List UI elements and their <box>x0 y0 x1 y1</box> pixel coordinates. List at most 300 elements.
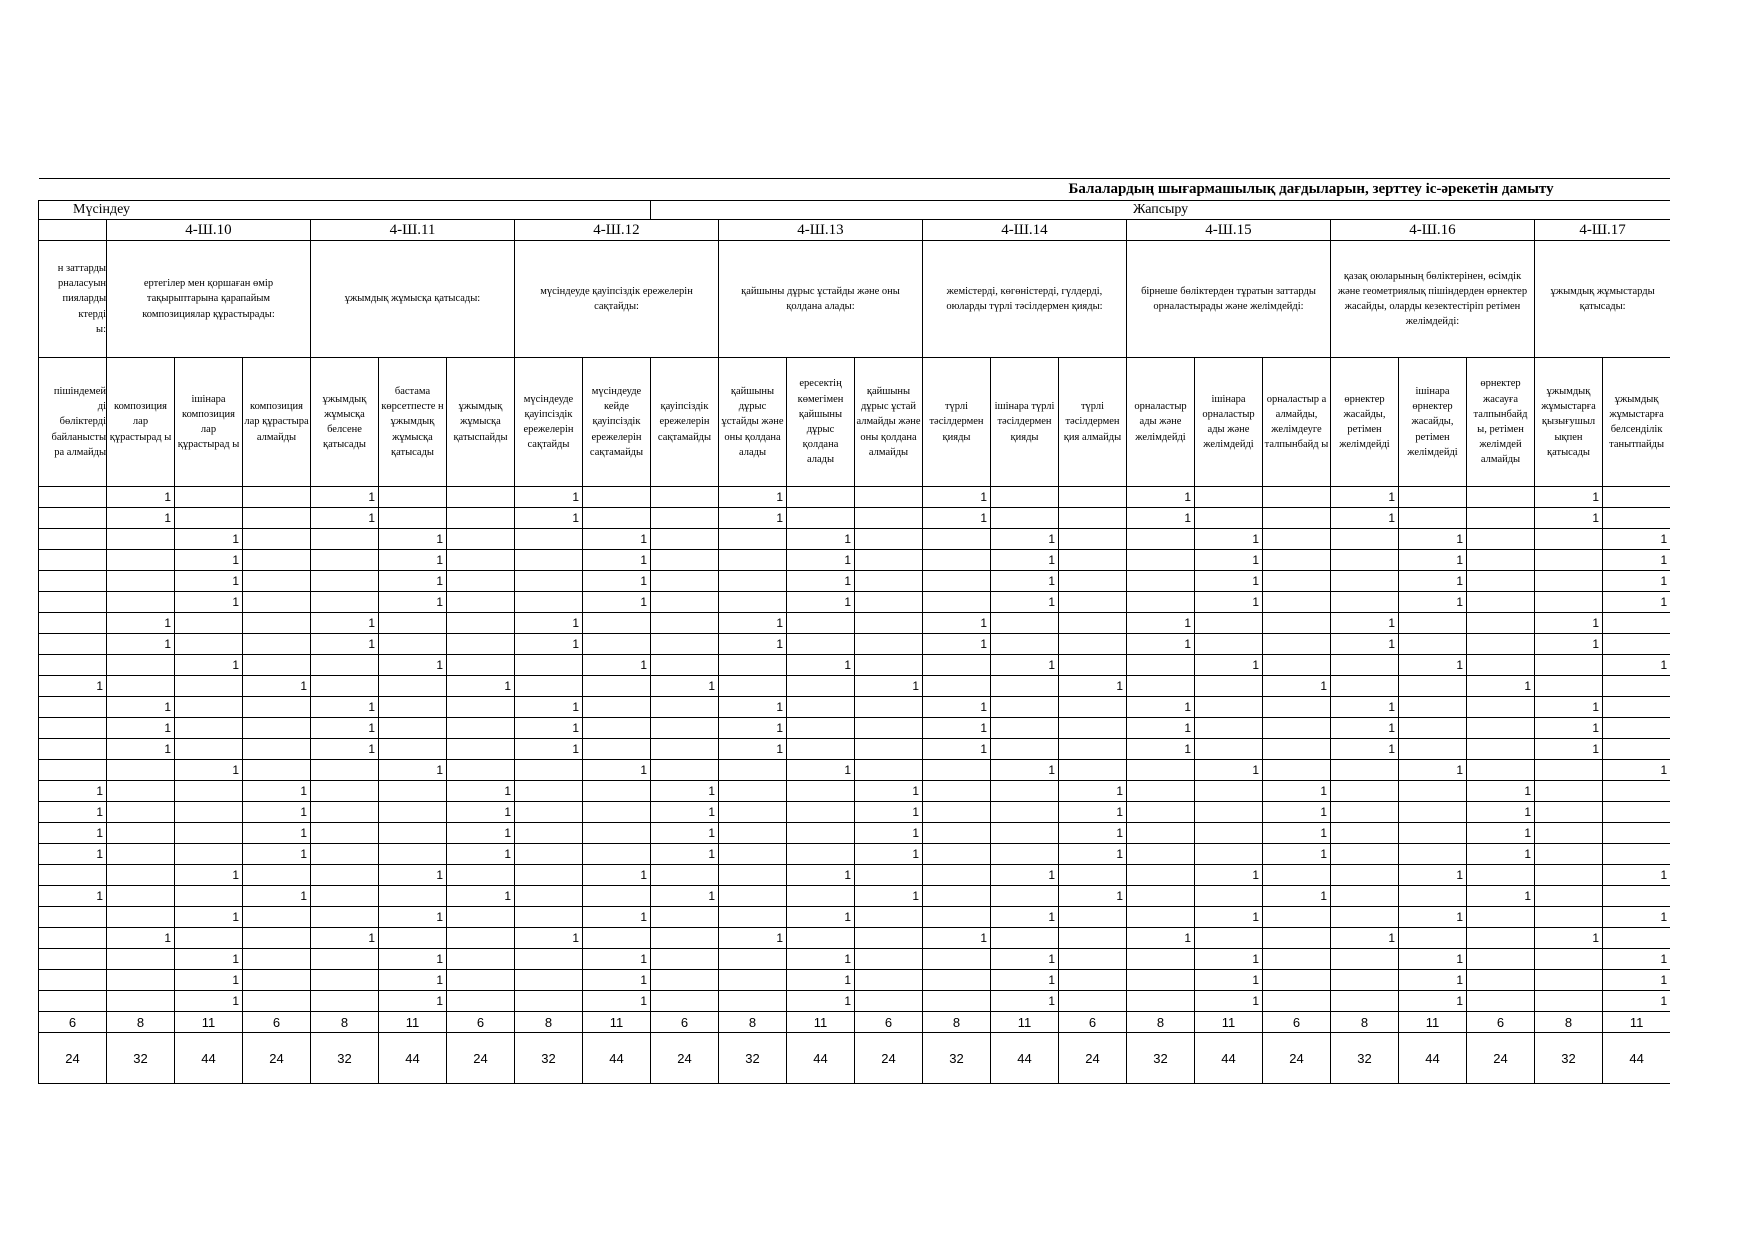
data-cell <box>1059 592 1127 613</box>
data-cell <box>855 949 923 970</box>
data-cell <box>1467 508 1535 529</box>
data-cell <box>855 613 923 634</box>
data-cell: 1 <box>107 613 175 634</box>
data-cell <box>1059 613 1127 634</box>
table-row <box>39 697 1671 718</box>
percent-cell: 32 <box>1535 1033 1603 1084</box>
data-cell: 1 <box>39 886 107 907</box>
data-cell <box>1059 865 1127 886</box>
data-cell <box>107 844 175 865</box>
data-cell: 1 <box>1467 802 1535 823</box>
data-cell <box>651 655 719 676</box>
percent-cell: 32 <box>1331 1033 1399 1084</box>
data-cell <box>447 571 515 592</box>
data-cell <box>311 970 379 991</box>
data-cell: 1 <box>243 802 311 823</box>
data-cell <box>651 613 719 634</box>
code-row <box>39 220 1671 241</box>
data-cell <box>855 508 923 529</box>
data-cell <box>1127 970 1195 991</box>
data-cell: 1 <box>583 907 651 928</box>
data-cell <box>107 550 175 571</box>
percent-cell: 24 <box>243 1033 311 1084</box>
data-cell <box>1127 655 1195 676</box>
data-cell <box>39 739 107 760</box>
data-cell <box>39 718 107 739</box>
data-cell: 1 <box>1467 823 1535 844</box>
data-cell <box>1603 844 1671 865</box>
data-cell: 1 <box>787 907 855 928</box>
data-cell <box>651 487 719 508</box>
table-row <box>39 844 1671 865</box>
data-cell: 1 <box>1263 676 1331 697</box>
table-row <box>39 718 1671 739</box>
data-cell <box>1535 970 1603 991</box>
table-row <box>39 613 1671 634</box>
data-cell <box>651 592 719 613</box>
percent-cell: 24 <box>651 1033 719 1084</box>
data-cell <box>1467 634 1535 655</box>
subheader-cell: мүсіндеуде кейде қауіпсіздік ережелерін сақтамайды <box>583 358 651 487</box>
data-cell <box>583 823 651 844</box>
data-cell <box>243 760 311 781</box>
data-cell <box>107 823 175 844</box>
data-cell <box>1467 592 1535 613</box>
data-cell <box>515 550 583 571</box>
data-cell <box>243 613 311 634</box>
data-cell <box>1331 991 1399 1012</box>
data-cell <box>1195 928 1263 949</box>
data-cell <box>1399 844 1467 865</box>
data-cell: 1 <box>651 886 719 907</box>
total-cell: 6 <box>447 1012 515 1033</box>
data-cell: 1 <box>1603 949 1671 970</box>
data-cell <box>107 781 175 802</box>
data-cell <box>923 655 991 676</box>
data-cell: 1 <box>991 907 1059 928</box>
data-cell: 1 <box>787 550 855 571</box>
data-cell <box>583 928 651 949</box>
total-cell: 6 <box>651 1012 719 1033</box>
data-cell <box>1059 970 1127 991</box>
percent-cell: 44 <box>1195 1033 1263 1084</box>
table-row <box>39 907 1671 928</box>
data-cell <box>1195 508 1263 529</box>
data-cell <box>1467 529 1535 550</box>
total-cell: 8 <box>1535 1012 1603 1033</box>
data-cell <box>855 571 923 592</box>
data-cell <box>1059 991 1127 1012</box>
code-cell: 4-Ш.14 <box>923 220 1127 241</box>
data-cell <box>1263 487 1331 508</box>
data-cell: 1 <box>583 571 651 592</box>
data-cell <box>107 907 175 928</box>
data-cell <box>1535 550 1603 571</box>
data-cell <box>1535 907 1603 928</box>
data-cell <box>1467 739 1535 760</box>
data-cell <box>1467 865 1535 886</box>
data-cell <box>175 739 243 760</box>
code-cell: 4-Ш.16 <box>1331 220 1535 241</box>
data-cell <box>923 802 991 823</box>
data-cell: 1 <box>651 823 719 844</box>
data-cell: 1 <box>39 844 107 865</box>
total-cell: 6 <box>1263 1012 1331 1033</box>
data-cell <box>379 508 447 529</box>
subheader-cell: ұжымдық жұмысқа қатыспайды <box>447 358 515 487</box>
data-cell <box>1059 718 1127 739</box>
data-cell: 1 <box>1467 781 1535 802</box>
data-cell <box>787 823 855 844</box>
data-cell <box>515 571 583 592</box>
subheader-cell: түрлі тәсілдермен қияды <box>923 358 991 487</box>
data-cell <box>1603 802 1671 823</box>
data-cell <box>1467 970 1535 991</box>
data-cell <box>583 613 651 634</box>
data-cell <box>447 592 515 613</box>
data-cell: 1 <box>1195 907 1263 928</box>
data-cell: 1 <box>651 676 719 697</box>
data-cell: 1 <box>719 487 787 508</box>
data-cell: 1 <box>39 676 107 697</box>
code-cell: 4-Ш.12 <box>515 220 719 241</box>
data-cell: 1 <box>1263 844 1331 865</box>
data-cell: 1 <box>1603 865 1671 886</box>
data-cell: 1 <box>311 718 379 739</box>
data-cell: 1 <box>1195 949 1263 970</box>
data-cell <box>583 508 651 529</box>
subheader-cell: ішінара өрнектер жасайды, ретімен желімдейді <box>1399 358 1467 487</box>
data-cell <box>311 907 379 928</box>
subheader-cell: ішінара композиция лар құрастырад ы <box>175 358 243 487</box>
data-cell <box>651 571 719 592</box>
data-cell <box>583 739 651 760</box>
data-cell <box>1467 928 1535 949</box>
table-row <box>39 802 1671 823</box>
data-cell: 1 <box>991 655 1059 676</box>
data-cell <box>583 634 651 655</box>
data-cell <box>651 697 719 718</box>
data-cell <box>1059 907 1127 928</box>
data-cell <box>379 886 447 907</box>
data-cell: 1 <box>515 613 583 634</box>
data-cell <box>1195 676 1263 697</box>
data-cell: 1 <box>243 886 311 907</box>
data-cell <box>515 949 583 970</box>
data-cell: 1 <box>855 802 923 823</box>
data-cell <box>39 970 107 991</box>
data-cell: 1 <box>923 634 991 655</box>
data-cell: 1 <box>1059 844 1127 865</box>
data-cell <box>243 928 311 949</box>
data-cell: 1 <box>1127 739 1195 760</box>
data-cell <box>719 802 787 823</box>
data-cell <box>311 592 379 613</box>
data-cell: 1 <box>1535 928 1603 949</box>
data-cell <box>1059 739 1127 760</box>
data-cell: 1 <box>1603 760 1671 781</box>
data-cell <box>1535 676 1603 697</box>
data-cell <box>855 907 923 928</box>
data-cell <box>719 676 787 697</box>
data-cell: 1 <box>515 718 583 739</box>
data-cell <box>243 697 311 718</box>
data-cell <box>39 949 107 970</box>
data-cell: 1 <box>1399 529 1467 550</box>
data-cell <box>651 865 719 886</box>
data-cell <box>583 844 651 865</box>
data-cell <box>651 991 719 1012</box>
data-cell: 1 <box>1331 613 1399 634</box>
data-cell: 1 <box>175 991 243 1012</box>
percent-cell: 44 <box>379 1033 447 1084</box>
data-cell: 1 <box>39 802 107 823</box>
data-cell <box>447 928 515 949</box>
data-cell <box>515 865 583 886</box>
data-cell <box>1535 781 1603 802</box>
data-cell <box>923 865 991 886</box>
data-cell <box>1535 592 1603 613</box>
subheader-cell: композиция лар құрастырад ы <box>107 358 175 487</box>
data-cell <box>1059 655 1127 676</box>
data-cell: 1 <box>1331 718 1399 739</box>
description-cell: қайшыны дұрыс ұстайды және оны қолдана алады: <box>719 241 923 358</box>
data-cell: 1 <box>787 529 855 550</box>
data-cell <box>243 529 311 550</box>
data-cell: 1 <box>1127 508 1195 529</box>
data-cell <box>515 991 583 1012</box>
data-cell: 1 <box>719 634 787 655</box>
data-cell <box>1399 676 1467 697</box>
data-cell <box>583 718 651 739</box>
data-cell <box>311 991 379 1012</box>
data-cell <box>1535 655 1603 676</box>
data-cell <box>1603 613 1671 634</box>
data-cell <box>107 991 175 1012</box>
data-cell <box>923 907 991 928</box>
data-cell <box>1467 718 1535 739</box>
data-cell: 1 <box>583 529 651 550</box>
totals-row <box>39 1012 1671 1033</box>
total-cell: 8 <box>923 1012 991 1033</box>
data-cell <box>243 739 311 760</box>
data-cell <box>515 760 583 781</box>
code-cell: 4-Ш.17 <box>1535 220 1671 241</box>
data-cell <box>1059 529 1127 550</box>
data-cell <box>1603 781 1671 802</box>
data-cell <box>1195 781 1263 802</box>
data-cell <box>855 928 923 949</box>
data-cell: 1 <box>1127 487 1195 508</box>
data-cell <box>39 991 107 1012</box>
data-cell: 1 <box>583 760 651 781</box>
data-cell: 1 <box>1603 970 1671 991</box>
data-cell <box>243 634 311 655</box>
data-cell <box>719 592 787 613</box>
subheader-cell: қауіпсіздік ережелерін сақтамайды <box>651 358 719 487</box>
description-cell: ертегілер мен қоршаған өмір тақырыптарына қарапайым композициялар құрастырады: <box>107 241 311 358</box>
data-cell <box>1127 991 1195 1012</box>
data-cell <box>1331 676 1399 697</box>
data-cell <box>1467 487 1535 508</box>
data-cell <box>719 886 787 907</box>
data-cell <box>1263 529 1331 550</box>
data-cell: 1 <box>175 760 243 781</box>
subheader-cell: ішінара түрлі тәсілдермен қияды <box>991 358 1059 487</box>
data-cell: 1 <box>107 487 175 508</box>
data-cell <box>719 529 787 550</box>
data-cell: 1 <box>447 781 515 802</box>
data-cell <box>923 823 991 844</box>
data-cell <box>1195 844 1263 865</box>
table-row <box>39 991 1671 1012</box>
data-cell <box>1603 487 1671 508</box>
data-cell <box>1535 886 1603 907</box>
data-cell <box>1535 865 1603 886</box>
data-cell <box>991 613 1059 634</box>
data-cell <box>991 886 1059 907</box>
data-cell: 1 <box>1467 844 1535 865</box>
total-cell: 8 <box>719 1012 787 1033</box>
data-cell <box>923 592 991 613</box>
data-cell: 1 <box>855 886 923 907</box>
data-cell: 1 <box>1535 739 1603 760</box>
data-cell <box>243 655 311 676</box>
data-cell <box>651 928 719 949</box>
total-cell: 11 <box>991 1012 1059 1033</box>
data-cell: 1 <box>855 823 923 844</box>
data-cell: 1 <box>243 823 311 844</box>
data-cell <box>855 739 923 760</box>
data-cell <box>379 823 447 844</box>
data-cell <box>1399 634 1467 655</box>
data-cell <box>243 550 311 571</box>
data-cell <box>311 529 379 550</box>
data-cell <box>1331 844 1399 865</box>
data-cell <box>379 676 447 697</box>
data-cell: 1 <box>1331 928 1399 949</box>
data-cell <box>719 865 787 886</box>
table-row <box>39 970 1671 991</box>
subheader-cell-partial: пішіндемей ді бөліктерді байланысты ра алмайды <box>39 358 107 487</box>
data-cell <box>1127 529 1195 550</box>
data-cell <box>1535 823 1603 844</box>
data-cell: 1 <box>243 781 311 802</box>
data-cell <box>243 970 311 991</box>
data-cell <box>1127 844 1195 865</box>
subheader-cell: ұжымдық жұмыстарға қызығушыл ықпен қатысады <box>1535 358 1603 487</box>
data-cell: 1 <box>1467 886 1535 907</box>
data-cell <box>447 907 515 928</box>
data-cell <box>107 802 175 823</box>
data-cell: 1 <box>1603 529 1671 550</box>
data-cell <box>651 718 719 739</box>
data-cell <box>379 718 447 739</box>
data-cell <box>787 886 855 907</box>
data-cell <box>991 508 1059 529</box>
data-cell <box>447 613 515 634</box>
data-cell <box>787 613 855 634</box>
data-cell <box>1399 781 1467 802</box>
subheader-cell: композиция лар құрастыра алмайды <box>243 358 311 487</box>
data-cell: 1 <box>107 697 175 718</box>
data-cell: 1 <box>1399 760 1467 781</box>
data-cell: 1 <box>991 529 1059 550</box>
data-cell <box>923 949 991 970</box>
data-cell <box>1399 886 1467 907</box>
data-cell: 1 <box>1195 970 1263 991</box>
data-cell <box>1331 907 1399 928</box>
data-cell: 1 <box>1399 949 1467 970</box>
data-cell <box>515 655 583 676</box>
data-cell <box>787 718 855 739</box>
data-cell <box>651 550 719 571</box>
data-cell <box>175 844 243 865</box>
table-row <box>39 760 1671 781</box>
data-cell <box>1331 655 1399 676</box>
data-cell <box>1399 487 1467 508</box>
data-cell <box>1263 550 1331 571</box>
data-cell <box>923 550 991 571</box>
percent-cell: 24 <box>1059 1033 1127 1084</box>
data-cell <box>447 634 515 655</box>
data-cell: 1 <box>855 676 923 697</box>
percent-cell: 44 <box>583 1033 651 1084</box>
data-cell <box>39 865 107 886</box>
data-cell <box>1059 949 1127 970</box>
data-cell <box>379 697 447 718</box>
data-cell <box>1399 823 1467 844</box>
subheader-cell: өрнектер жасайды, ретімен желімдейді <box>1331 358 1399 487</box>
data-cell <box>447 991 515 1012</box>
data-cell <box>923 760 991 781</box>
data-cell <box>1127 676 1195 697</box>
data-cell: 1 <box>379 949 447 970</box>
data-cell: 1 <box>1467 676 1535 697</box>
data-cell <box>1331 970 1399 991</box>
data-cell: 1 <box>379 991 447 1012</box>
data-cell: 1 <box>1127 634 1195 655</box>
data-cell <box>1059 487 1127 508</box>
data-cell: 1 <box>1399 655 1467 676</box>
data-cell <box>583 676 651 697</box>
data-cell: 1 <box>787 991 855 1012</box>
total-cell: 6 <box>855 1012 923 1033</box>
data-cell <box>1467 613 1535 634</box>
data-cell: 1 <box>379 592 447 613</box>
percent-cell: 32 <box>515 1033 583 1084</box>
percent-cell: 32 <box>923 1033 991 1084</box>
data-cell: 1 <box>787 865 855 886</box>
data-cell: 1 <box>379 529 447 550</box>
data-cell <box>1263 697 1331 718</box>
data-cell <box>583 697 651 718</box>
data-cell: 1 <box>107 508 175 529</box>
data-cell <box>515 886 583 907</box>
data-cell <box>379 781 447 802</box>
table-row <box>39 781 1671 802</box>
data-cell <box>1331 550 1399 571</box>
data-cell <box>175 928 243 949</box>
data-cell <box>1263 508 1331 529</box>
data-cell <box>175 487 243 508</box>
data-cell: 1 <box>1127 928 1195 949</box>
data-cell <box>991 697 1059 718</box>
data-cell <box>583 802 651 823</box>
data-cell <box>991 802 1059 823</box>
data-cell: 1 <box>719 739 787 760</box>
data-cell <box>311 655 379 676</box>
